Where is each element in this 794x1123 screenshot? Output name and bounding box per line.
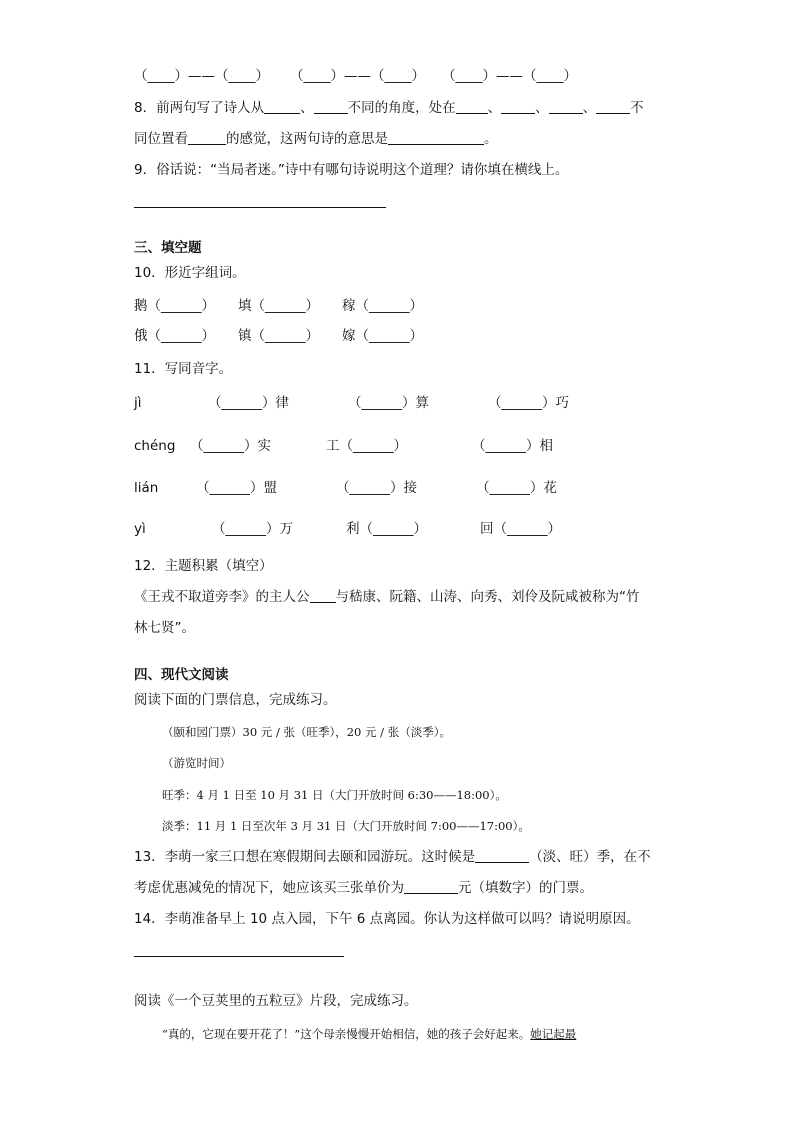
question-9: 9．俗话说：“当局者迷。”诗中有哪句诗说明这个道理？请你填在横线上。 <box>134 162 569 178</box>
word-item: 鹅（______） <box>134 298 215 314</box>
blank[interactable] <box>314 99 348 114</box>
blank[interactable] <box>475 848 529 863</box>
question-13-line-1: 13．李萌一家三口想在寒假期间去颐和园游玩。这时候是 （淡、旺）季，在不 <box>134 849 651 865</box>
question-12-line-2: 林七贤”。 <box>134 620 195 636</box>
ticket-price: （颐和园门票）30 元 / 张（旺季），20 元 / 张（淡季）。 <box>162 725 451 739</box>
excerpt-text: “真的，它现在要开花了！”这个母亲慢慢开始相信，她的孩子会好起来。她记起最 <box>162 1027 577 1041</box>
answer-line[interactable] <box>134 956 344 957</box>
ticket-peak-season: 旺季：4 月 1 日至 10 月 31 日（大门开放时间 6:30——18:00）。 <box>162 788 507 802</box>
question-12-label: 12．主题积累（填空） <box>134 558 273 574</box>
ticket-off-season: 淡季：11 月 1 日至次年 3 月 31 日（大门开放时间 7:00——17:00）。 <box>162 819 530 833</box>
homophone-item: （______）花 <box>476 480 557 496</box>
word-item: 稼（______） <box>342 298 423 314</box>
homophone-item: （______）巧 <box>488 395 569 411</box>
homophone-item: 利（______） <box>346 521 427 537</box>
section-4-title: 四、现代文阅读 <box>134 667 229 683</box>
ticket-hours-heading: （游览时间） <box>162 756 231 770</box>
blank[interactable] <box>264 99 300 114</box>
homophone-item: （______）算 <box>348 395 429 411</box>
word-item: 镇（______） <box>238 328 319 344</box>
homophone-item: （______）盟 <box>196 480 277 496</box>
blank[interactable] <box>388 130 484 145</box>
pinyin: jì <box>134 395 142 411</box>
homophone-item: （______）万 <box>212 521 293 537</box>
question-10-label: 10．形近字组词。 <box>134 265 246 281</box>
question-8-line-1: 8．前两句写了诗人从 、 不同的角度，处在 、 、 、 不 <box>134 100 644 116</box>
homophone-item: （______）相 <box>472 438 553 454</box>
question-11-label: 11．写同音字。 <box>134 361 233 377</box>
pair-blank-1: （____）——（____） <box>134 68 269 84</box>
word-item: 填（______） <box>238 298 319 314</box>
question-13-line-2: 考虑优惠减免的情况下，她应该买三张单价为 元（填数字）的门票。 <box>134 880 593 896</box>
pinyin: yì <box>134 521 146 537</box>
blank[interactable] <box>549 99 583 114</box>
homophone-item: （______）实 <box>190 438 271 454</box>
pair-blank-3: （____）——（____） <box>442 68 577 84</box>
homophone-item: （______）律 <box>208 395 289 411</box>
pair-blank-2: （____）——（____） <box>290 68 425 84</box>
pinyin: chéng <box>134 438 176 454</box>
homophone-item: （______）接 <box>336 480 417 496</box>
pinyin: lián <box>134 480 159 496</box>
blank[interactable] <box>404 879 458 894</box>
question-14: 14．李萌准备早上 10 点入园，下午 6 点离园。你认为这样做可以吗？请说明原因。 <box>134 911 640 927</box>
homophone-item: 工（______） <box>326 438 407 454</box>
blank[interactable] <box>501 99 535 114</box>
section-3-title: 三、填空题 <box>134 240 202 256</box>
reading-2-intro: 阅读《一个豆荚里的五粒豆》片段，完成练习。 <box>134 993 418 1009</box>
answer-line[interactable] <box>134 207 386 208</box>
blank[interactable] <box>456 99 488 114</box>
question-12-line-1: 《王戎不取道旁李》的主人公 与嵇康、阮籍、山涛、向秀、刘伶及阮咸被称为“竹 <box>134 589 640 605</box>
word-item: 俄（______） <box>134 328 215 344</box>
blank[interactable] <box>596 99 630 114</box>
reading-intro: 阅读下面的门票信息，完成练习。 <box>134 692 337 708</box>
homophone-item: 回（______） <box>480 521 561 537</box>
word-item: 嫁（______） <box>342 328 423 344</box>
blank[interactable] <box>188 130 226 145</box>
question-8-line-2: 同位置看 的感觉，这两句诗的意思是 。 <box>134 131 498 147</box>
blank[interactable] <box>310 588 336 603</box>
